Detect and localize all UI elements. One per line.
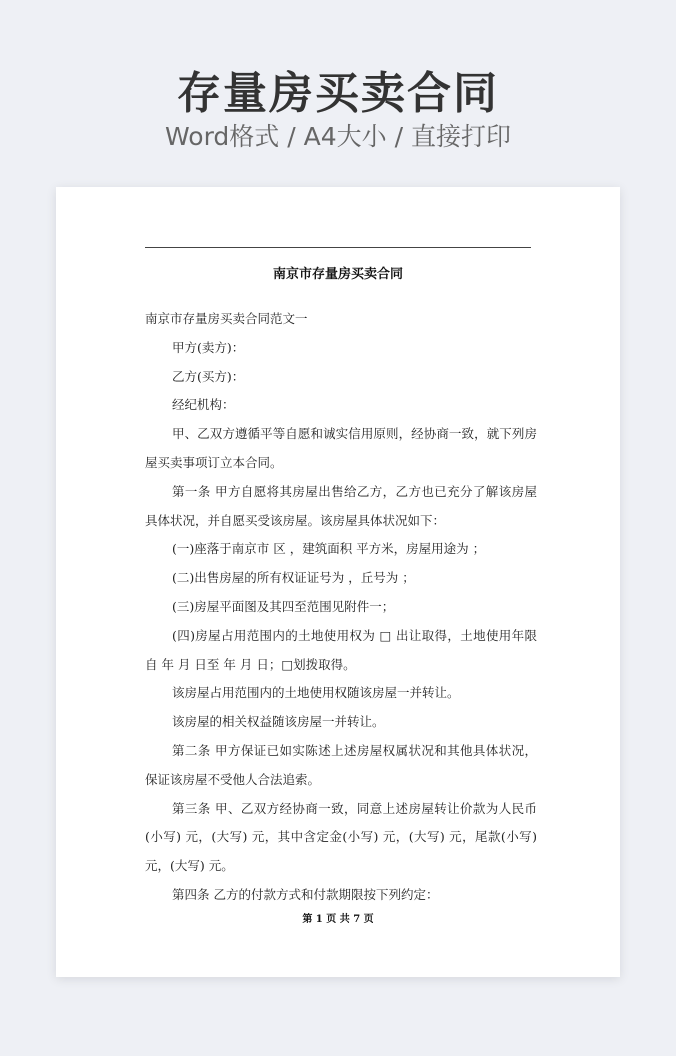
header-rule <box>145 247 531 248</box>
paragraph-article-3: 第三条 甲、乙双方经协商一致，同意上述房屋转让价款为人民币(小写) 元，(大写) 元，其中含定金(小写) 元，(大写) 元，尾款(小写) 元，(大写) 元。 <box>145 800 537 874</box>
paragraph-related-rights: 该房屋的相关权益随该房屋一并转让。 <box>172 714 385 730</box>
paragraph-subtitle: 南京市存量房买卖合同范文一 <box>145 311 308 326</box>
paragraph-item-2: (二)出售房屋的所有权证证号为 ，丘号为 ； <box>172 570 415 586</box>
paragraph-party-b: 乙方(买方)： <box>172 368 245 384</box>
paragraph-preamble: 甲、乙双方遵循平等自愿和诚实信用原则，经协商一致，就下列房屋买卖事项订立本合同。 <box>145 426 537 470</box>
banner-subtitle: Word格式 / A4大小 / 直接打印 <box>165 122 511 151</box>
paragraph-article-2: 第二条 甲方保证已如实陈述上述房屋权属状况和其他具体状况，保证该房屋不受他人合法追索。 <box>145 742 537 787</box>
paragraph-article-4: 第四条 乙方的付款方式和付款期限按下列约定： <box>172 886 439 902</box>
document-body <box>145 305 537 910</box>
paragraph-item-3: (三)房屋平面图及其四至范围见附件一； <box>172 598 395 614</box>
paragraph-item-1: (一)座落于南京市 区 ，建筑面积 平方米，房屋用途为 ； <box>172 541 486 557</box>
page-number: 第 1 页 共 7 页 <box>302 914 374 925</box>
paragraph-land-rights: 该房屋占用范围内的土地使用权随该房屋一并转让。 <box>172 685 460 701</box>
document-page <box>56 187 620 977</box>
paragraph-agency: 经纪机构： <box>172 397 235 413</box>
banner-title: 存量房买卖合同 <box>177 68 499 119</box>
document-title: 南京市存量房买卖合同 <box>272 267 403 282</box>
paragraph-article-1: 第一条 甲方自愿将其房屋出售给乙方，乙方也已充分了解该房屋具体状况，并自愿买受该房屋。该房屋具体状况如下： <box>145 483 537 528</box>
paragraph-party-a: 甲方(卖方)： <box>172 339 245 355</box>
paragraph-item-4: (四)房屋占用范围内的土地使用权为 □ 出让取得，土地使用年限自 年 月 日至 年 月 日；□划拨取得。 <box>145 627 537 672</box>
